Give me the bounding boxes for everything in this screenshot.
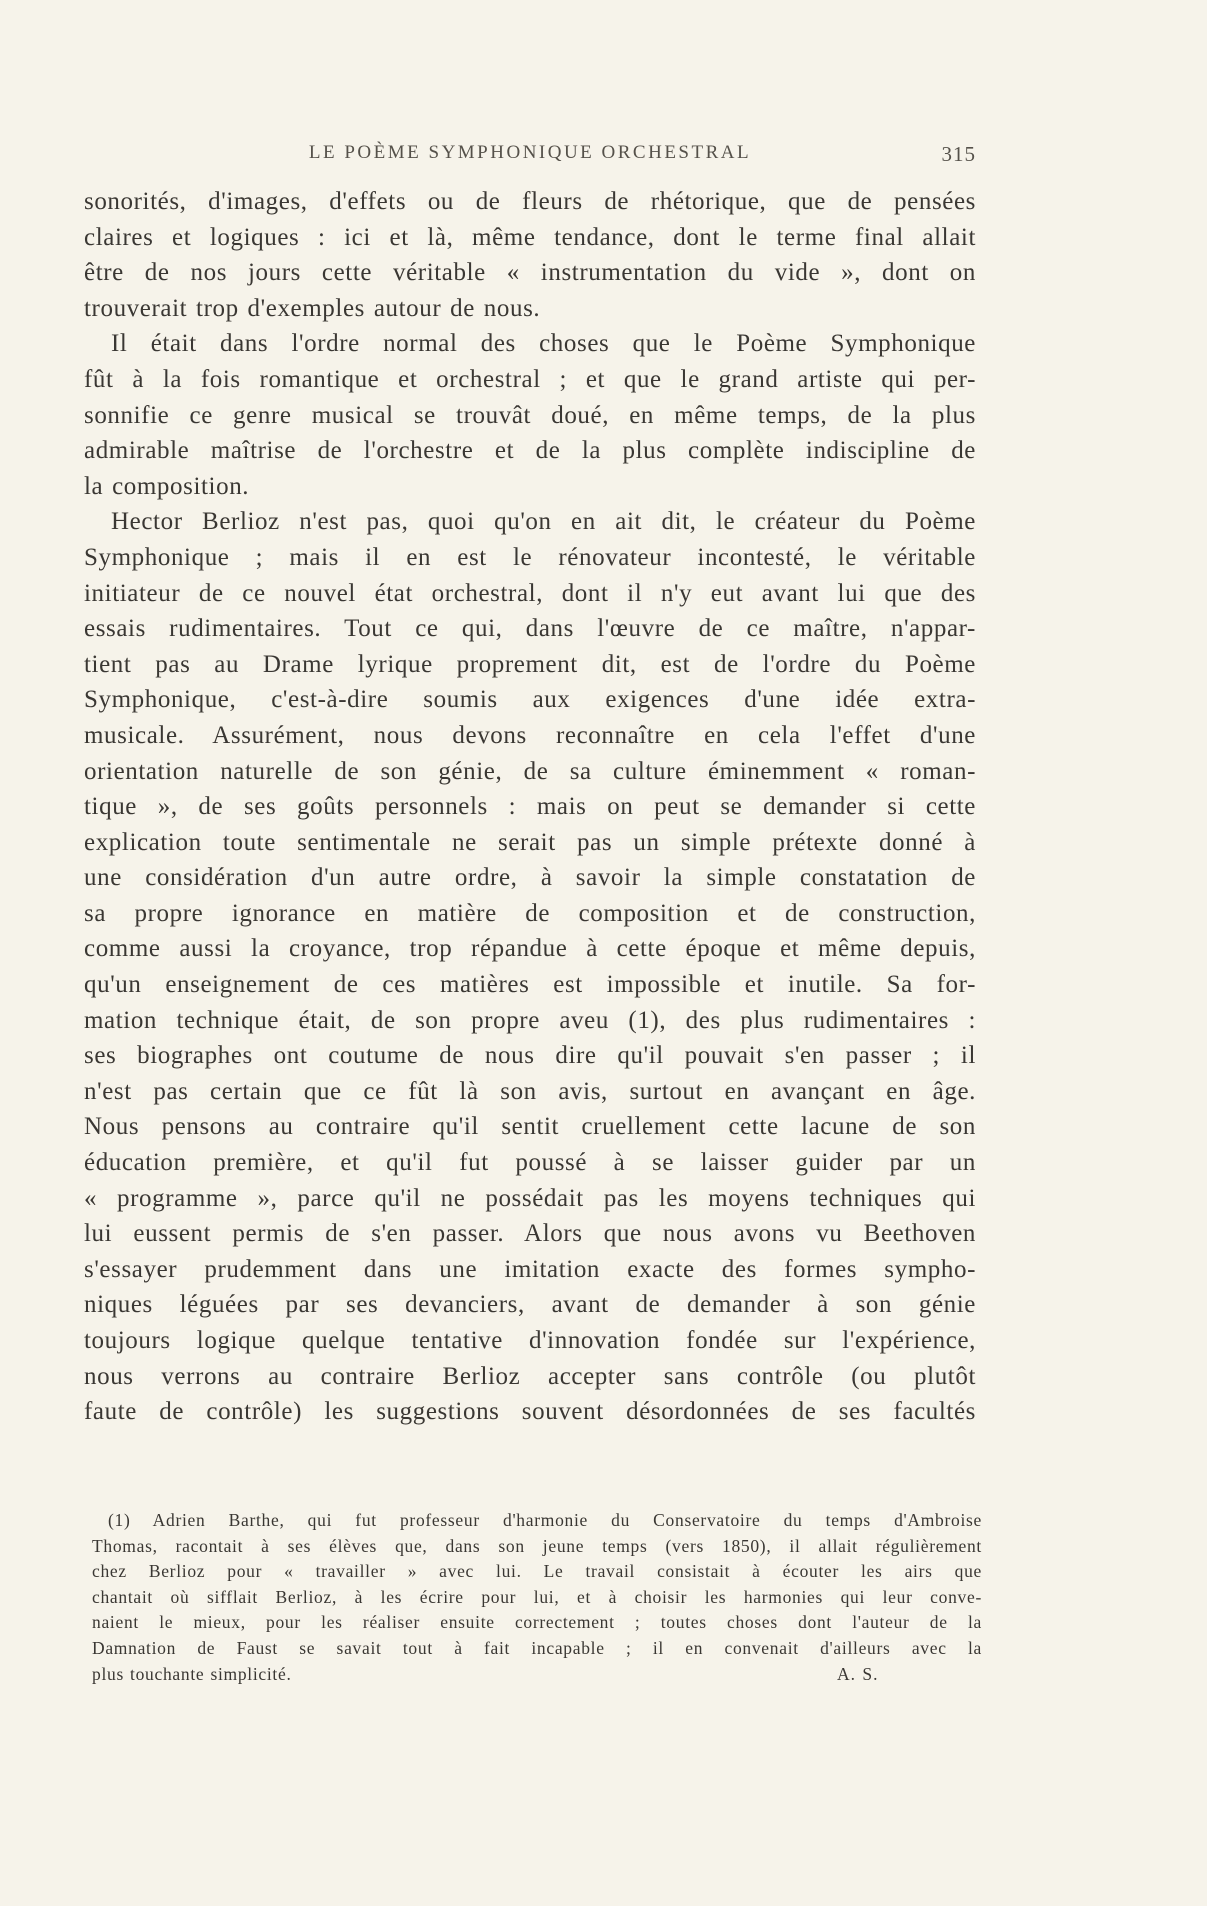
text-line: Symphonique, c'est-à-dire soumis aux exigences d'une idée extra-: [84, 686, 976, 714]
text-line: comme aussi la croyance, trop répandue à cette époque et même depuis,: [84, 935, 976, 963]
footnote-line: chez Berlioz pour « travailler » avec lui. Le travail consistait à écouter les airs que: [92, 1561, 982, 1582]
footnote-line: Thomas, racontait à ses élèves que, dans son jeune temps (vers 1850), il allait régulièrement: [92, 1535, 982, 1556]
text-line: Nous pensons au contraire qu'il sentit cruellement cette lacune de son: [84, 1113, 976, 1141]
text-line: être de nos jours cette véritable « instrumentation du vide », dont on: [84, 259, 976, 287]
text-line: explication toute sentimentale ne serait pas un simple prétexte donné à: [84, 828, 976, 856]
text-line: niques léguées par ses devanciers, avant de demander à son génie: [84, 1291, 976, 1319]
body-text: [84, 184, 976, 1430]
running-title: LE POÈME SYMPHONIQUE ORCHESTRAL: [308, 142, 752, 163]
text-line: Hector Berlioz n'est pas, quoi qu'on en ait dit, le créateur du Poème: [111, 508, 976, 536]
footnote: [92, 1508, 982, 1687]
text-line: sonnifie ce genre musical se trouvât doué, en même temps, de la plus: [84, 401, 976, 429]
text-line: admirable maîtrise de l'orchestre et de la plus complète indiscipline de: [84, 437, 976, 465]
text-line: tient pas au Drame lyrique proprement dit, est de l'ordre du Poème: [84, 650, 976, 678]
text-line: une considération d'un autre ordre, à savoir la simple constatation de: [84, 864, 976, 892]
text-line: musicale. Assurément, nous devons reconnaître en cela l'effet d'une: [84, 721, 976, 749]
text-line: mation technique était, de son propre aveu (1), des plus rudimentaires :: [84, 1006, 976, 1034]
footnote-line: plus touchante simplicité.: [92, 1663, 292, 1684]
text-line: qu'un enseignement de ces matières est impossible et inutile. Sa for-: [84, 971, 976, 999]
text-line: initiateur de ce nouvel état orchestral, dont il n'y eut avant lui que des: [84, 579, 976, 607]
text-line: sonorités, d'images, d'effets ou de fleurs de rhétorique, que de pensées: [84, 188, 976, 215]
footnote-line: naient le mieux, pour les réaliser ensuite correctement ; toutes choses dont l'auteur de la: [92, 1612, 982, 1633]
footnote-line: chantait où sifflait Berlioz, à les écrire pour lui, et à choisir les harmonies qui leur conve-: [92, 1586, 982, 1607]
text-line: tique », de ses goûts personnels : mais on peut se demander si cette: [84, 793, 976, 821]
text-line: trouverait trop d'exemples autour de nous.: [84, 294, 541, 322]
text-line: la composition.: [84, 472, 250, 500]
running-head: [84, 142, 976, 172]
footnote-line-last: [92, 1662, 982, 1688]
text-line: éducation première, et qu'il fut poussé à se laisser guider par un: [84, 1149, 976, 1177]
text-line: faute de contrôle) les suggestions souvent désordonnées de ses facultés: [84, 1398, 976, 1426]
text-line: n'est pas certain que ce fût là son avis, surtout en avançant en âge.: [84, 1077, 976, 1105]
text-line: orientation naturelle de son génie, de sa culture éminemment « roman-: [84, 757, 976, 785]
footnote-line: (1) Adrien Barthe, qui fut professeur d'harmonie du Conservatoire du temps d'Ambroise: [108, 1510, 982, 1530]
text-line: sa propre ignorance en matière de composition et de construction,: [84, 899, 976, 927]
text-line: Symphonique ; mais il en est le rénovateur incontesté, le véritable: [84, 543, 976, 571]
text-line: lui eussent permis de s'en passer. Alors que nous avons vu Beethoven: [84, 1220, 976, 1248]
text-line: ses biographes ont coutume de nous dire qu'il pouvait s'en passer ; il: [84, 1042, 976, 1070]
text-line: fût à la fois romantique et orchestral ; et que le grand artiste qui per-: [84, 365, 976, 393]
page-number: 315: [941, 142, 976, 166]
text-line: s'essayer prudemment dans une imitation exacte des formes sympho-: [84, 1255, 976, 1283]
text-line: toujours logique quelque tentative d'innovation fondée sur l'expérience,: [84, 1327, 976, 1354]
text-line: essais rudimentaires. Tout ce qui, dans l'œuvre de ce maître, n'appar-: [84, 615, 976, 643]
text-line: « programme », parce qu'il ne possédait pas les moyens techniques qui: [84, 1184, 976, 1212]
text-line: nous verrons au contraire Berlioz accepter sans contrôle (ou plutôt: [84, 1362, 976, 1390]
text-line: Il était dans l'ordre normal des choses que le Poème Symphonique: [111, 330, 976, 358]
text-line: claires et logiques : ici et là, même tendance, dont le terme final allait: [84, 223, 976, 251]
footnote-signature: A. S.: [837, 1663, 879, 1684]
footnote-line: Damnation de Faust se savait tout à fait incapable ; il en convenait d'ailleurs avec la: [92, 1637, 982, 1658]
